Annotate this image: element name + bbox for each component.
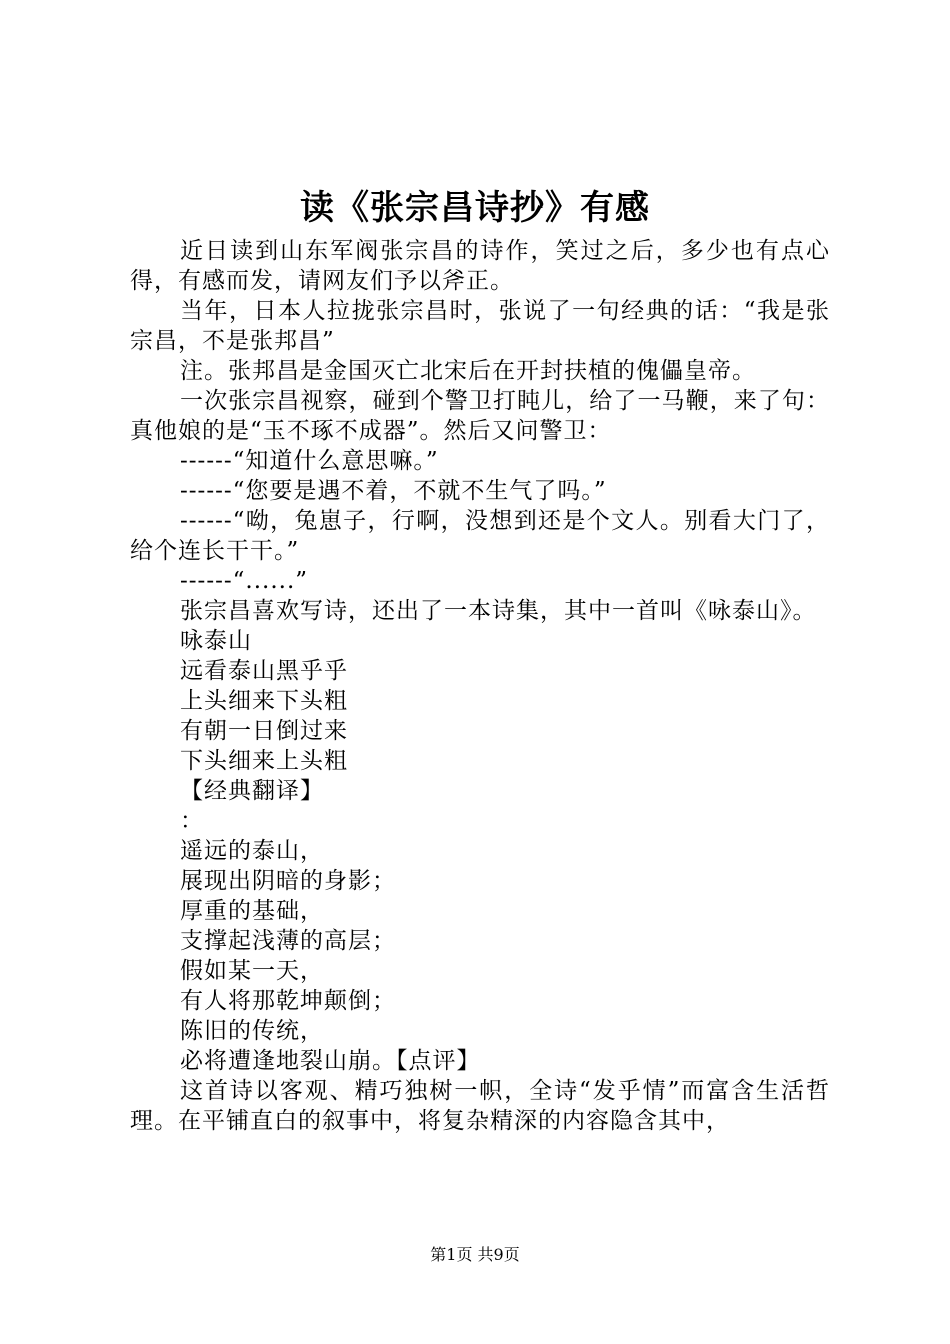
poem-line: 远看泰山黑乎乎 (180, 658, 348, 684)
paragraph-anecdote: 一次张宗昌视察，碰到个警卫打盹儿，给了一马鞭，来了句：真他娘的是“玉不琢不成器”。然后又问警卫： (130, 388, 830, 444)
poem-line: 下头细来上头粗 (180, 748, 348, 774)
dialogue-line: ------“您要是遇不着，不就不生气了吗。” (180, 478, 607, 504)
paragraph-commentary: 这首诗以客观、精巧独树一帜，全诗“发乎情”而富含生活哲理。在平铺直白的叙事中，将复杂精深的内容隐含其中， (130, 1078, 830, 1134)
poem-line: 有朝一日倒过来 (180, 718, 348, 744)
document-title: 读《张宗昌诗抄》有感 (300, 188, 650, 228)
paragraph-note: 注。张邦昌是金国灭亡北宋后在开封扶植的傀儡皇帝。 (180, 358, 756, 384)
translation-line: 展现出阴暗的身影； (180, 868, 396, 894)
poem-title: 咏泰山 (180, 628, 252, 654)
translation-line: 厚重的基础， (180, 898, 324, 924)
translation-line: 假如某一天， (180, 958, 324, 984)
translation-colon: ： (180, 808, 204, 834)
translation-line: 陈旧的传统， (180, 1018, 324, 1044)
translation-line: 遥远的泰山， (180, 838, 324, 864)
paragraph-intro: 近日读到山东军阀张宗昌的诗作，笑过之后，多少也有点心得，有感而发，请网友们予以斧正。 (130, 238, 830, 294)
paragraph-quote: 当年，日本人拉拢张宗昌时，张说了一句经典的话：“我是张宗昌，不是张邦昌” (130, 298, 830, 354)
translation-line: 支撑起浅薄的高层； (180, 928, 396, 954)
translation-line: 有人将那乾坤颠倒； (180, 988, 396, 1014)
translation-heading: 【经典翻译】 (180, 778, 324, 804)
document-body (130, 236, 830, 1136)
dialogue-line: ------“知道什么意思嘛。” (180, 448, 439, 474)
paragraph-poem-intro: 张宗昌喜欢写诗，还出了一本诗集，其中一首叫《咏泰山》。 (180, 598, 817, 624)
translation-line: 必将遭逢地裂山崩。【点评】 (180, 1048, 481, 1074)
poem-line: 上头细来下头粗 (180, 688, 348, 714)
dialogue-line: ------“......” (180, 568, 309, 594)
page-number-footer: 第1页 共9页 (430, 1245, 520, 1264)
dialogue-line: ------“呦，兔崽子，行啊，没想到还是个文人。别看大门了，给个连长干干。” (130, 508, 830, 564)
